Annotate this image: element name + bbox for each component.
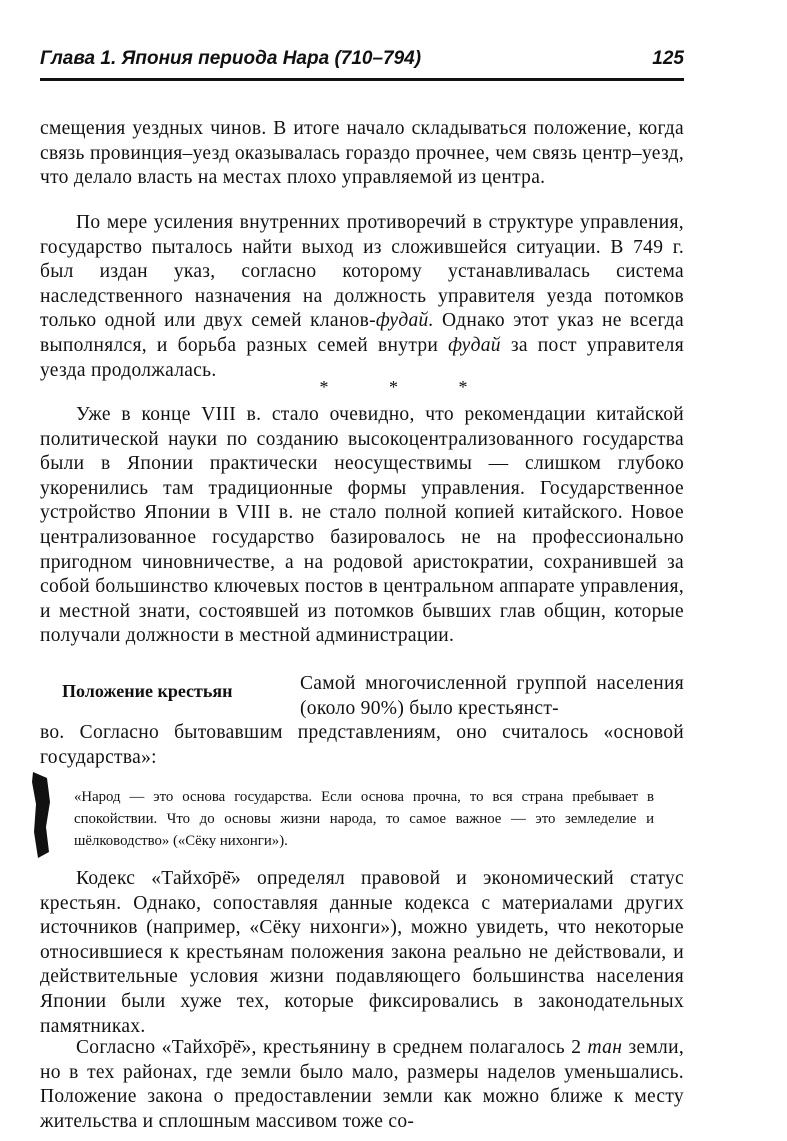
running-header [40, 44, 684, 74]
section-heading: Положение крестьян [62, 681, 233, 701]
chapter-title: Глава 1. Япония периода Нара (710–794) [40, 48, 422, 69]
paragraph-5: Кодекс «Тайхо̄рё̄» определял правовой и экономический статус крестьян. Однако, сопоставляя данные кодекса с материалами других источников (например, «Сёку нихонги»), можно увидеть, что некоторые относившиеся к крестьянам положения закона реально не действовали, и действительные условия жизни подавляющего большинства населения Японии были хуже тех, которые фиксировались в законодательных памятниках. [40, 868, 684, 1037]
section-divider: * * * [319, 377, 468, 397]
block-quote: «Народ — это основа государства. Если основа прочна, то вся страна пребывает в спокойствии. Что до основы жизни народа, то самое важное — это земледелие и шёлководство» («Сёку нихонги»). [74, 789, 654, 849]
term-fudai-1: фудай. [375, 310, 434, 332]
paragraph-4-rest: во. Согласно бытовавшим представлениям, оно считалось «основой государства»: [40, 722, 684, 768]
paragraph-3: Уже в конце VIII в. стало очевидно, что рекомендации китайской политической науки по созданию высокоцентрализованного государства были в Японии практически неосуществимы — слишком глубоко укоренились там традиционные формы управления. Государственное устройство Японии в VIII в. не стало полной копией китайского. Новое централизованное государство базировалось не на профессионально пригодном чиновничестве, а на родовой аристократии, сохранившей за собой большинство ключевых постов в центральном аппарате управления, и местной знати, состоявшей из потомков бывших глав общин, которые получали должности в местной администрации. [40, 404, 684, 647]
paragraph-6-text-a: Согласно «Тайхо̄рё̄», крестьянину в среднем полагалось 2 [76, 1037, 588, 1058]
quote-marker-icon [30, 772, 52, 858]
paragraph-6 [40, 1036, 684, 1134]
paragraph-4-side: Самой многочисленной группой населения (около 90%) было крестьянст- [300, 673, 684, 719]
header-rule [40, 78, 684, 81]
page-number: 125 [652, 48, 684, 69]
paragraph-2-text-b: Однако этот указ не всегда выполнялся, и борьба разных семей внутри [40, 310, 684, 356]
term-fudai-2: фудай [448, 334, 501, 356]
paragraph-2 [40, 211, 684, 383]
paragraph-2-text-a: По мере усиления внутренних противоречий в структуре управления, государство пыталось найти выход из сложившейся ситуации. В 749 г. был издан указ, согласно которому устанавливалась система наследственного назначения на должность управителя уезда потомков только одной или двух семей кланов- [40, 212, 684, 332]
paragraph-1: смещения уездных чинов. В итоге начало складываться положение, когда связь провинция–уезд оказывалась гораздо прочнее, чем связь центр–уезд, что делало власть на местах плохо управляемой из центра. [40, 118, 684, 189]
paragraph-2-text-c: за пост управителя уезда продолжалась. [40, 334, 684, 381]
paragraph-6-text-b: земли, но в тех районах, где земли было мало, размеры наделов уменьшались. Положение закона о предоставлении земли как можно ближе к месту жительства и сплошным массивом тоже со- [40, 1037, 684, 1132]
term-tan: тан [587, 1037, 623, 1058]
